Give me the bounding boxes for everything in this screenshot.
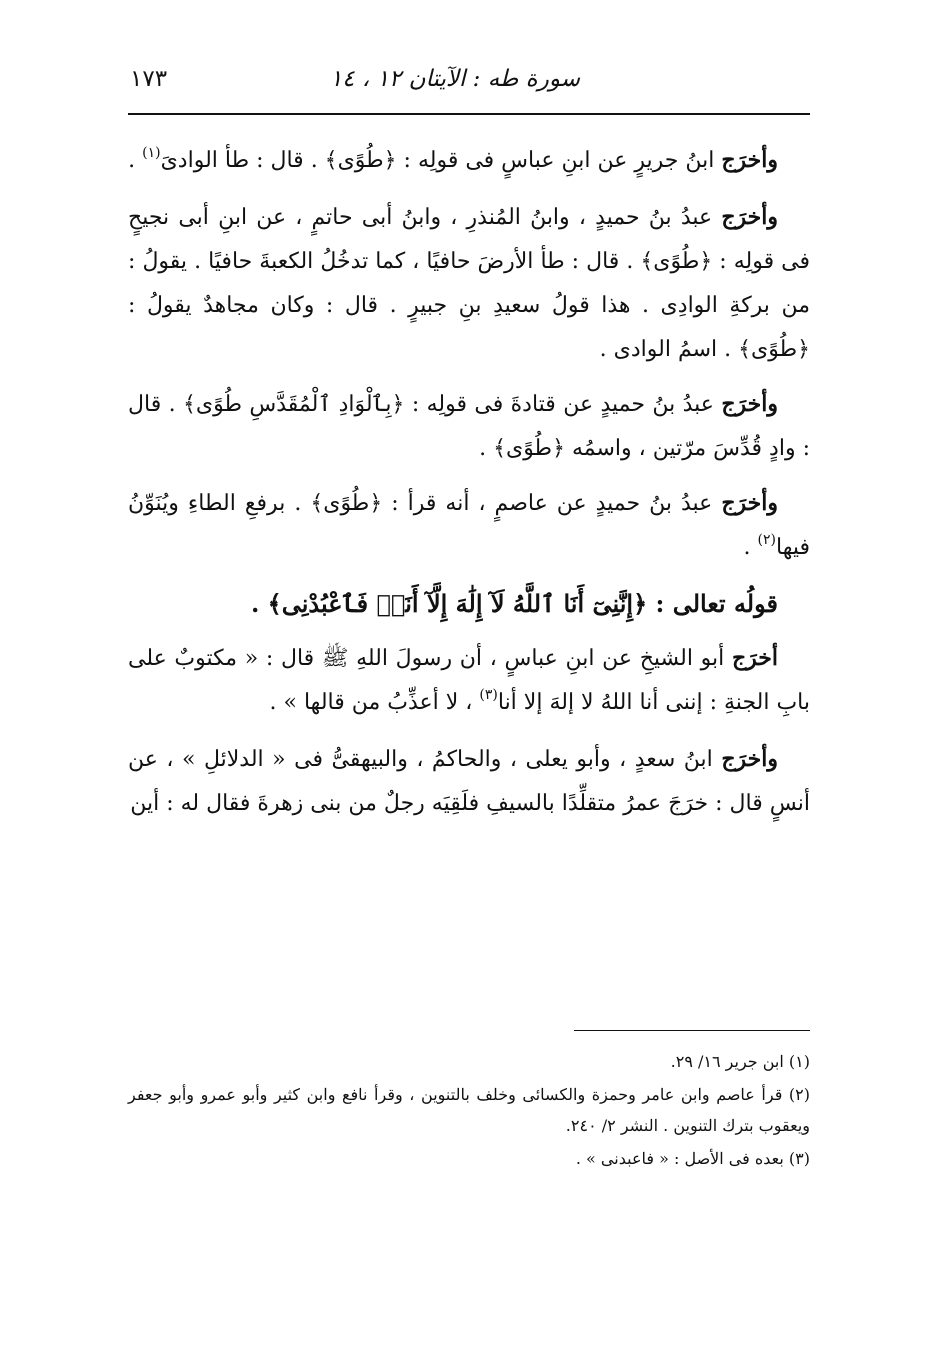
paragraph-1 [128, 138, 810, 185]
page-number: ١٧٣ [130, 66, 168, 92]
footnote-divider [574, 1030, 810, 1031]
paragraph-5 [128, 636, 810, 727]
paragraph-lead: أخرَج [731, 645, 778, 671]
paragraph-lead: وأخرَج [721, 746, 778, 772]
footnote-ref: (٢) [757, 532, 776, 548]
paragraph-text: ابنُ جريرٍ عن ابنِ عباسٍ فى قولِه : ﴿طُوًى﴾ . قال : طأ الوادىَ [160, 148, 722, 173]
footnotes [128, 1046, 810, 1176]
paragraph-lead: وأخرَج [721, 391, 778, 417]
verse-text: ﴿إِنَّنِىٓ أَنَا ٱللَّهُ لَآ إِلَٰهَ إِلَّآ أَنَا۠ فَٱعْبُدْنِى﴾ . [250, 589, 656, 618]
running-header [128, 62, 810, 106]
paragraph-text: أبو الشيخِ عن ابنِ عباسٍ ، أن رسولَ اللهِ ﷺ قال : « مكتوبٌ على بابِ الجنةِ : إننى أنا اللهُ لا إلهَ إلا أنا [128, 646, 810, 715]
footnote-3: (٣) بعده فى الأصل : « فاعبدنى » . [575, 1149, 810, 1168]
paragraph-lead: وأخرَج [721, 204, 778, 230]
paragraph-tail: . [128, 148, 143, 173]
paragraph-text: عبدُ بنُ حميدٍ ، وابنُ المُنذرِ ، وابنُ أبى حاتمٍ ، عن ابنِ أبى نجيحٍ فى قولِه : ﴿طُوًى﴾ . قال : طأ الأرضَ حافيًا ، كما تدخُلُ الكعبةَ حافيًا . يقولُ : من بركةِ الوادِى . هذا قولُ سعيدِ بنِ جبيرٍ . قال : وكان مجاهدٌ يقولُ : ﴿طُوًى﴾ . اسمُ الوادى . [128, 205, 810, 362]
footnote-ref: (٣) [479, 687, 498, 703]
running-title: سورة طه : الآيتان ١٢ ، ١٤ [329, 66, 580, 92]
paragraph-text: عبدُ بنُ حميدٍ عن قتادةَ فى قولِه : ﴿بِٱلْوَادِ ٱلْمُقَدَّسِ طُوًى﴾ . قال : وادٍ قُدِّسَ مرّتين ، واسمُه ﴿طُوًى﴾ . [128, 392, 810, 461]
footnote-ref: (١) [142, 145, 161, 161]
paragraph-tail: ، لا أعذِّبُ من قالها » . [269, 690, 480, 715]
header-divider [128, 113, 810, 115]
footnote-2: (٢) قرأ عاصم وابن عامر وحمزة والكسائى وخلف بالتنوين ، وقرأ نافع وابن كثير وأبو عمرو وأبو جعفر ويعقوب بترك التنوين . النشر ٢/ ٢٤٠. [128, 1085, 810, 1135]
verse-heading [128, 582, 810, 626]
paragraph-4 [128, 481, 810, 572]
paragraph-lead: وأخرَج [721, 147, 778, 173]
footnote-1: (١) ابن جرير ١٦/ ٢٩. [670, 1052, 810, 1071]
paragraph-text: ابنُ سعدٍ ، وأبو يعلى ، والحاكمُ ، والبيهقىُّ فى « الدلائلِ » ، عن أنسٍ قال : خرَجَ عمرُ متقلِّدًا بالسيفِ فلَقِيَه رجلٌ من بنى زهرةَ فقال له : أين [128, 747, 810, 816]
paragraph-lead: وأخرَج [721, 490, 778, 516]
verse-lead: قولُه تعالى : [655, 589, 778, 618]
paragraph-text: عبدُ بنُ حميدٍ عن عاصمٍ ، أنه قرأ : ﴿طُوًى﴾ . برفعِ الطاءِ ويُنَوِّنُ فيها [128, 491, 810, 560]
paragraph-2 [128, 195, 810, 372]
paragraph-3 [128, 382, 810, 471]
paragraph-tail: . [743, 535, 758, 560]
main-text [128, 138, 810, 836]
paragraph-6 [128, 737, 810, 826]
